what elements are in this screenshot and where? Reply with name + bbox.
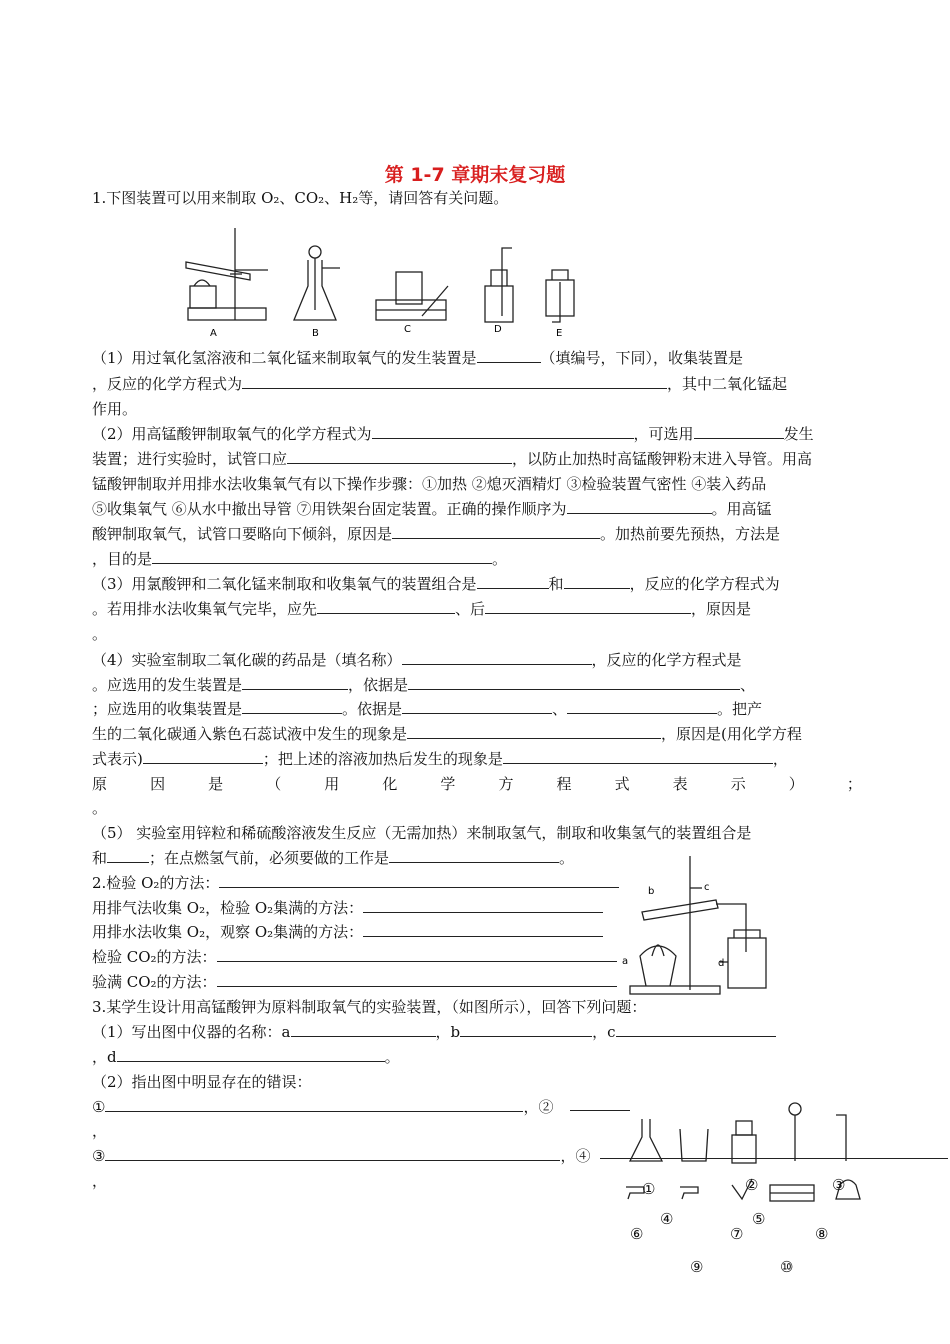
instrument-number-1: ① (642, 1180, 656, 1198)
q1-part2-line4: ⑤收集氧气 ⑥从水中撤出导管 ⑦用铁架台固定装置。正确的操作顺序为 。用高锰 (92, 500, 772, 518)
instrument-number-2: ② (745, 1176, 759, 1194)
q1-part1-line3: 作用。 (92, 400, 138, 418)
q3-part2: （2）指出图中明显存在的错误： (92, 1073, 312, 1091)
q1-part4-line6: 原 因 是 （ 用 化 学 方 程 式 表 示 ） ； (92, 775, 862, 793)
q1-part4-line5: 式表示) ；把上述的溶液加热后发生的现象是 ， (92, 750, 788, 768)
q3-error-line2: ③ ，④ (92, 1147, 591, 1165)
instrument-number-9: ⑨ (690, 1258, 704, 1276)
q3-error-line1: ① ，② (92, 1098, 554, 1116)
apparatus-label-b: B (312, 328, 319, 339)
instruments-figure (610, 1095, 950, 1205)
q1-part1-line2: ，反应的化学方程式为 ，其中二氧化锰起 (92, 375, 788, 393)
q3-part1-line2: ，d 。 (92, 1048, 400, 1066)
q1-part4-line2: 。应选用的发生装置是 ，依据是 、 (92, 676, 756, 694)
q2-line2: 用排气法收集 O₂，检验 O₂集满的方法： (92, 898, 632, 918)
oxygen-apparatus-figure (620, 852, 780, 1002)
q1-part5-line1: （5） 实验室用锌粒和稀硫酸溶液发生反应（无需加热）来制取氢气，制取和收集氢气的装置组合是 (92, 824, 752, 842)
q1-part2-line1: （2）用高锰酸钾制取氧气的化学方程式为 ，可选用 发生 (92, 425, 814, 443)
apparatus-label-d: D (494, 324, 502, 335)
page-title: 第 1-7 章期末复习题 (384, 164, 566, 186)
q3-part1-line1: （1）写出图中仪器的名称：a ，b ，c (92, 1022, 862, 1042)
instrument-number-8: ⑧ (815, 1225, 829, 1243)
instrument-number-7: ⑦ (730, 1225, 744, 1243)
figure-label-a: a (622, 956, 629, 967)
q1-part2-line3: 锰酸钾制取并用排水法收集氧气有以下操作步骤：①加热 ②熄灭酒精灯 ③检验装置气密性 ④装入药品 (92, 475, 767, 493)
figure-label-c: c (704, 882, 710, 893)
q1-part1-line1: （1）用过氧化氢溶液和二氧化锰来制取氧气的发生装置是 （填编号，下同），收集装置是 (92, 349, 744, 367)
apparatus-label-c: C (404, 324, 411, 335)
instrument-number-4: ④ (660, 1210, 674, 1228)
q1-part3-line1: （3）用氯酸钾和二氧化锰来制取和收集氧气的装置组合是 和 ，反应的化学方程式为 (92, 575, 780, 593)
instrument-number-5: ⑤ (752, 1210, 766, 1228)
q1-part4-line3: ；应选用的收集装置是 。依据是 、 。把产 (92, 700, 763, 718)
q3-intro: 3.某学生设计用高锰酸钾为原料制取氧气的实验装置，（如图所示），回答下列问题： (92, 998, 647, 1016)
q2-line5: 验满 CO₂的方法： (92, 972, 632, 992)
q3-comma2: ， (92, 1172, 108, 1190)
q1-part3-line3: 。 (92, 625, 108, 643)
q1-part4-line7: 。 (92, 799, 108, 817)
q1-part2-line2: 装置；进行实验时，试管口应 ，以防止加热时高锰酸钾粉末进入导管。用高 (92, 450, 813, 468)
q1-part2-line5: 酸钾制取氧气，试管口要略向下倾斜，原因是 。加热前要先预热，方法是 (92, 525, 781, 543)
instrument-number-10: ⑩ (780, 1258, 794, 1276)
q1-intro: 1.下图装置可以用来制取 O₂、CO₂、H₂等，请回答有关问题。 (92, 189, 509, 207)
instrument-number-6: ⑥ (630, 1225, 644, 1243)
apparatus-label-e: E (556, 328, 563, 339)
q1-part3-line2: 。若用排水法收集氧气完毕，应先 、后 ，原因是 (92, 600, 752, 618)
q1-part4-line4: 生的二氧化碳通入紫色石蕊试液中发生的现象是 ，原因是(用化学方程 (92, 725, 802, 743)
q1-part4-line1: （4）实验室制取二氧化碳的药品是（填名称） ，反应的化学方程式是 (92, 651, 742, 669)
q2-line4: 检验 CO₂的方法： (92, 947, 632, 967)
apparatus-figure-a-to-e (180, 226, 580, 344)
q1-part5-line2: 和 ；在点燃氢气前，必须要做的工作是 。 (92, 849, 575, 867)
q1-part2-line6: ，目的是 。 (92, 550, 508, 568)
instrument-number-3: ③ (832, 1176, 846, 1194)
q3-comma1: ， (92, 1122, 108, 1140)
q2-line1: 2.检验 O₂的方法： (92, 873, 632, 893)
figure-label-d: d (718, 958, 725, 969)
figure-label-b: b (648, 886, 655, 897)
q2-line3: 用排水法收集 O₂，观察 O₂集满的方法： (92, 922, 632, 942)
apparatus-label-a: A (210, 328, 217, 339)
